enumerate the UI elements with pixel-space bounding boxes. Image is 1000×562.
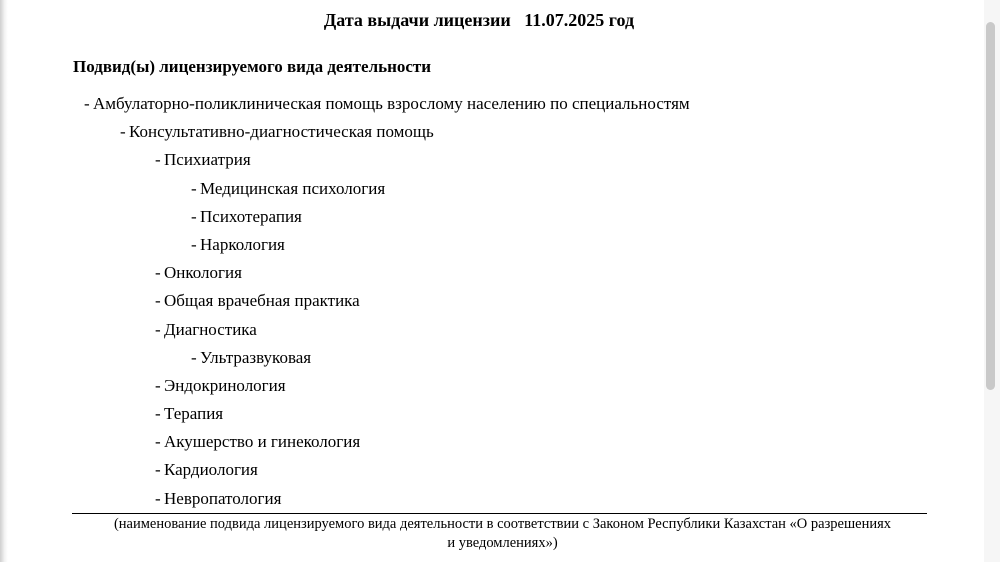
tree-item — [0, 485, 960, 513]
dash-bullet: - — [155, 460, 161, 480]
tree-item — [0, 428, 960, 456]
dash-bullet: - — [191, 347, 197, 367]
dash-bullet: - — [155, 488, 161, 508]
dash-bullet: - — [155, 291, 161, 311]
dash-bullet: - — [191, 178, 197, 198]
dash-bullet: - — [155, 319, 161, 339]
tree-item-label: Психиатрия — [164, 150, 251, 170]
dash-bullet: - — [155, 375, 161, 395]
dash-bullet: - — [155, 404, 161, 424]
tree-item — [0, 287, 960, 315]
tree-item — [0, 203, 960, 231]
tree-item — [0, 316, 960, 344]
tree-item-label: Онкология — [164, 263, 242, 283]
dash-bullet: - — [191, 206, 197, 226]
tree-item-label: Медицинская психология — [200, 178, 386, 198]
tree-item-label: Общая врачебная практика — [164, 291, 360, 311]
tree-item-label: Консультативно-диагностическая помощь — [129, 122, 434, 142]
tree-item-label: Эндокринология — [164, 375, 286, 395]
tree-item — [0, 400, 960, 428]
tree-item-label: Ультразвуковая — [200, 347, 312, 367]
tree-item-label: Диагностика — [164, 319, 257, 339]
tree-item-label: Акушерство и гинекология — [164, 432, 361, 452]
footnote-caption — [65, 515, 940, 553]
tree-item-label: Невропатология — [164, 488, 282, 508]
tree-item — [0, 90, 960, 118]
activity-subtype-tree — [0, 90, 960, 513]
dash-bullet: - — [84, 94, 90, 113]
tree-item-label: Психотерапия — [200, 206, 302, 226]
tree-item — [0, 372, 960, 400]
footnote-divider — [72, 513, 927, 514]
footnote-line-1: (наименование подвида лицензируемого вида деятельности в соответствии с Законом Республики Казахстан «О разрешениях — [113, 516, 892, 532]
dash-bullet: - — [191, 234, 197, 254]
tree-item-label: Наркология — [200, 234, 285, 254]
tree-item — [0, 175, 960, 203]
vertical-scrollbar-thumb[interactable] — [986, 22, 995, 390]
tree-item-label: Терапия — [164, 404, 224, 424]
footnote-line-2: и уведомлениях») — [447, 535, 558, 551]
tree-item — [0, 259, 960, 287]
tree-item — [0, 344, 960, 372]
tree-item — [0, 118, 960, 146]
tree-item — [0, 456, 960, 484]
dash-bullet: - — [155, 263, 161, 283]
license-issue-date-title: Дата выдачи лицензии 11.07.2025 год — [323, 10, 635, 30]
dash-bullet: - — [155, 150, 161, 170]
tree-item — [0, 231, 960, 259]
tree-item-label: Кардиология — [164, 460, 258, 480]
tree-item — [0, 146, 960, 174]
section-heading: Подвид(ы) лицензируемого вида деятельности — [73, 57, 432, 76]
tree-item-label: Амбулаторно-поликлиническая помощь взрослому населению по специальностям — [93, 94, 690, 113]
dash-bullet: - — [155, 432, 161, 452]
dash-bullet: - — [120, 122, 126, 142]
